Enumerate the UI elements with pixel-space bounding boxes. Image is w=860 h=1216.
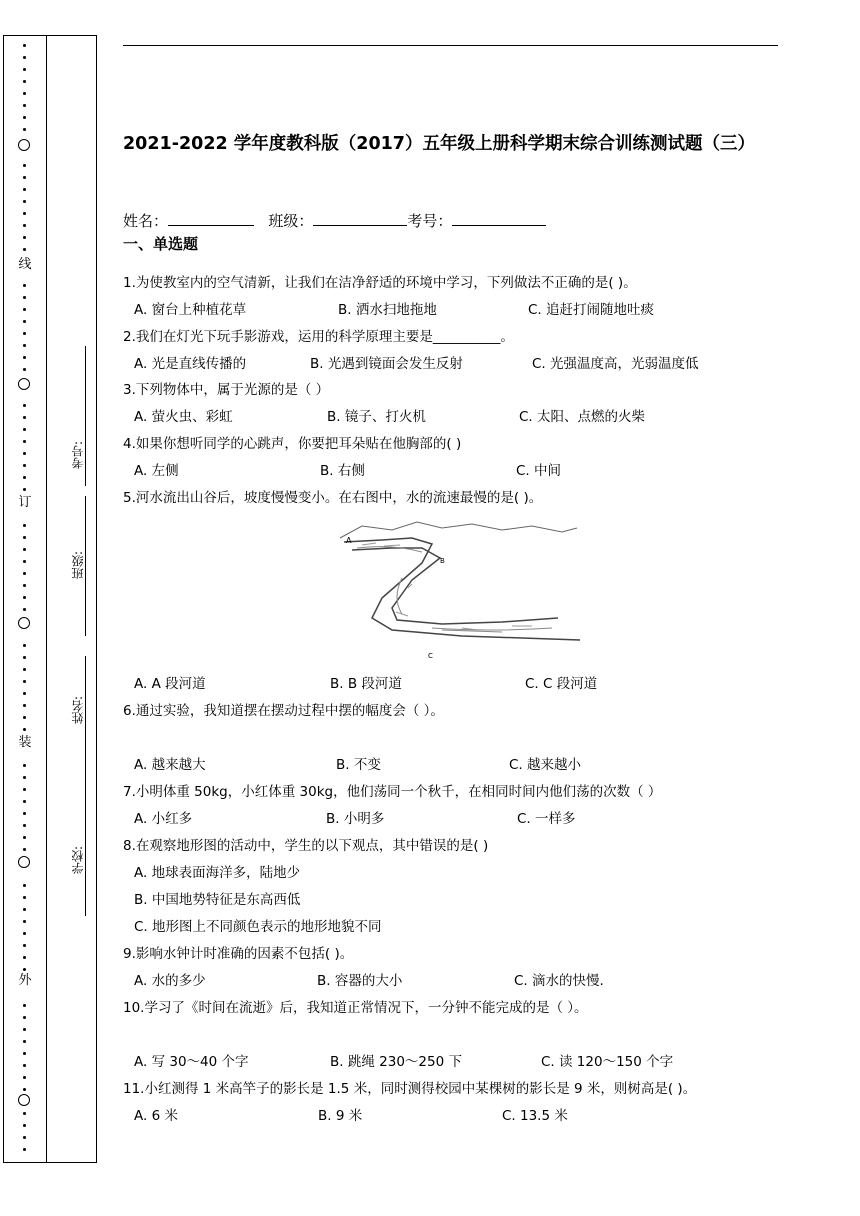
seal-dot bbox=[23, 440, 26, 443]
seal-dot bbox=[23, 368, 26, 371]
option-c[interactable]: C. 太阳、点燃的火柴 bbox=[519, 409, 646, 425]
seal-dot bbox=[23, 1148, 26, 1151]
seal-dot bbox=[23, 884, 26, 887]
seal-dot bbox=[23, 1040, 26, 1043]
seal-char-ding: 订 bbox=[18, 495, 32, 510]
seal-dot bbox=[23, 572, 26, 575]
question-stem: 4.如果你想听同学的心跳声，你要把耳朵贴在他胸部的( ) bbox=[123, 436, 462, 452]
seal-dot bbox=[23, 1088, 26, 1091]
option-b[interactable]: B. 不变 bbox=[336, 757, 381, 773]
option-a[interactable]: A. 萤火虫、彩虹 bbox=[134, 409, 233, 425]
exam-no-field[interactable] bbox=[452, 211, 546, 226]
seal-dot bbox=[23, 200, 26, 203]
class-label: 班级： bbox=[268, 212, 314, 230]
option-a[interactable]: A. 6 米 bbox=[134, 1108, 178, 1124]
option-b[interactable]: B. 小明多 bbox=[326, 811, 385, 827]
option-a[interactable]: A. 地球表面海洋多，陆地少 bbox=[134, 865, 301, 881]
seal-dot bbox=[23, 608, 26, 611]
question-stem: 8.在观察地形图的活动中，学生的以下观点，其中错误的是( ) bbox=[123, 838, 489, 854]
seal-dot bbox=[23, 680, 26, 683]
seal-dot bbox=[23, 248, 26, 251]
option-a[interactable]: A. 水的多少 bbox=[134, 973, 206, 989]
option-b[interactable]: B. 跳绳 230～250 下 bbox=[330, 1054, 462, 1070]
seal-dot bbox=[23, 1076, 26, 1079]
river-label-a: A bbox=[346, 536, 352, 545]
option-c[interactable]: C. 一样多 bbox=[517, 811, 576, 827]
class-field[interactable] bbox=[313, 211, 407, 226]
seal-char-wai: 外 bbox=[18, 973, 32, 988]
option-a[interactable]: A. 小红多 bbox=[134, 811, 193, 827]
seal-dot bbox=[23, 1028, 26, 1031]
seal-dot bbox=[23, 104, 26, 107]
seal-dot bbox=[23, 416, 26, 419]
question-stem: 1.为使教室内的空气清新，让我们在洁净舒适的环境中学习，下列做法不正确的是( )。 bbox=[123, 275, 637, 291]
seal-dot bbox=[23, 788, 26, 791]
seal-dot bbox=[23, 404, 26, 407]
question-stem: 7.小明体重 50kg，小红体重 30kg，他们荡同一个秋千，在相同时间内他们荡的次数（ ） bbox=[123, 784, 662, 800]
seal-dot bbox=[23, 1136, 26, 1139]
seal-dot bbox=[23, 212, 26, 215]
seal-dot bbox=[23, 704, 26, 707]
seal-dot bbox=[23, 1124, 26, 1127]
seal-dot bbox=[23, 452, 26, 455]
option-b[interactable]: B. 容器的大小 bbox=[317, 973, 403, 989]
seal-dot bbox=[23, 1064, 26, 1067]
seal-dot bbox=[23, 428, 26, 431]
option-c[interactable]: C. 读 120～150 个字 bbox=[541, 1054, 674, 1070]
name-label: 姓名： bbox=[123, 212, 169, 230]
river-label-c: C bbox=[428, 652, 433, 660]
option-a[interactable]: A. 写 30～40 个字 bbox=[134, 1054, 249, 1070]
seal-dot bbox=[23, 776, 26, 779]
seal-dot bbox=[23, 80, 26, 83]
option-b[interactable]: B. 右侧 bbox=[320, 463, 365, 479]
seal-dot bbox=[23, 116, 26, 119]
seal-dot bbox=[23, 848, 26, 851]
seal-dot bbox=[23, 296, 26, 299]
seal-dot bbox=[23, 668, 26, 671]
seal-dot bbox=[23, 932, 26, 935]
seal-char-zhuang: 装 bbox=[18, 735, 32, 750]
seal-dot bbox=[23, 548, 26, 551]
seal-circle-icon bbox=[18, 617, 30, 629]
seal-dot bbox=[23, 1112, 26, 1115]
binding-margin bbox=[3, 35, 97, 1163]
student-fields bbox=[123, 210, 546, 231]
question-stem: 5.河水流出山谷后，坡度慢慢变小。在右图中，水的流速最慢的是( )。 bbox=[123, 490, 543, 506]
seal-dot bbox=[23, 896, 26, 899]
option-c[interactable]: C. 地形图上不同颜色表示的地形地貌不同 bbox=[134, 919, 382, 935]
option-b[interactable]: B. 中国地势特征是东高西低 bbox=[134, 892, 301, 908]
section-heading: 一、单选题 bbox=[123, 235, 199, 253]
question-stem: 2.我们在灯光下玩手影游戏，运用的科学原理主要是__________。 bbox=[123, 329, 514, 345]
seal-dot bbox=[23, 728, 26, 731]
seal-dot bbox=[23, 476, 26, 479]
seal-dot bbox=[23, 236, 26, 239]
option-c[interactable]: C. C 段河道 bbox=[525, 676, 598, 692]
question-stem: 10.学习了《时间在流逝》后，我知道正常情况下，一分钟不能完成的是（ ）。 bbox=[123, 1000, 588, 1016]
option-b[interactable]: B. 洒水扫地拖地 bbox=[338, 302, 437, 318]
seal-dot bbox=[23, 356, 26, 359]
question-stem: 9.影响水钟计时准确的因素不包括( )。 bbox=[123, 946, 354, 962]
seal-dot bbox=[23, 956, 26, 959]
river-diagram bbox=[322, 518, 580, 666]
seal-dot bbox=[23, 536, 26, 539]
seal-dot bbox=[23, 464, 26, 467]
seal-dot bbox=[23, 644, 26, 647]
seal-line-column bbox=[4, 36, 46, 1162]
seal-char-xian: 线 bbox=[18, 257, 32, 272]
seal-dot bbox=[23, 716, 26, 719]
seal-dot bbox=[23, 284, 26, 287]
option-b[interactable]: B. 9 米 bbox=[318, 1108, 363, 1124]
page-title: 2021-2022 学年度教科版（2017）五年级上册科学期末综合训练测试题（三） bbox=[123, 134, 755, 154]
exam-no-label: 考号： bbox=[407, 212, 453, 230]
seal-dot bbox=[23, 1016, 26, 1019]
option-a[interactable]: A. 越来越大 bbox=[134, 757, 206, 773]
option-c[interactable]: C. 13.5 米 bbox=[502, 1108, 568, 1124]
seal-dot bbox=[23, 188, 26, 191]
option-c[interactable]: C. 中间 bbox=[516, 463, 562, 479]
seal-dot bbox=[23, 56, 26, 59]
seal-dot bbox=[23, 908, 26, 911]
seal-dot bbox=[23, 128, 26, 131]
seal-dot bbox=[23, 1004, 26, 1007]
seal-dot bbox=[23, 44, 26, 47]
name-field[interactable] bbox=[168, 211, 254, 226]
question-stem: 11.小红测得 1 米高竿子的影长是 1.5 米，同时测得校园中某棵树的影长是 9 米，则树高是( )。 bbox=[123, 1081, 697, 1097]
seal-dot bbox=[23, 524, 26, 527]
question-stem: 3.下列物体中，属于光源的是（ ） bbox=[123, 382, 330, 398]
seal-dot bbox=[23, 68, 26, 71]
seal-circle-icon bbox=[18, 1094, 30, 1106]
seal-dot bbox=[23, 944, 26, 947]
option-a[interactable]: A. 窗台上种植花草 bbox=[134, 302, 247, 318]
seal-circle-icon bbox=[18, 139, 30, 151]
option-b[interactable]: B. 光遇到镜面会发生反射 bbox=[310, 356, 463, 372]
seal-dot bbox=[23, 308, 26, 311]
option-c[interactable]: C. 越来越小 bbox=[509, 757, 582, 773]
seal-dot bbox=[23, 968, 26, 971]
seal-dot bbox=[23, 1052, 26, 1055]
seal-dot bbox=[23, 92, 26, 95]
seal-dot bbox=[23, 164, 26, 167]
seal-dot bbox=[23, 920, 26, 923]
seal-dot bbox=[23, 596, 26, 599]
seal-dot bbox=[23, 764, 26, 767]
seal-dot bbox=[23, 344, 26, 347]
seal-circle-icon bbox=[18, 378, 30, 390]
seal-dot bbox=[23, 320, 26, 323]
header-rule bbox=[123, 45, 778, 46]
seal-dot bbox=[23, 332, 26, 335]
seal-dot bbox=[23, 812, 26, 815]
option-c[interactable]: C. 光强温度高，光弱温度低 bbox=[532, 356, 699, 372]
river-label-b: B bbox=[440, 557, 445, 565]
seal-dot bbox=[23, 800, 26, 803]
option-c[interactable]: C. 滴水的快慢. bbox=[514, 973, 604, 989]
option-b[interactable]: B. B 段河道 bbox=[330, 676, 402, 692]
seal-circle-icon bbox=[18, 856, 30, 868]
option-a[interactable]: A. A 段河道 bbox=[134, 676, 206, 692]
option-b[interactable]: B. 镜子、打火机 bbox=[327, 409, 426, 425]
option-a[interactable]: A. 左侧 bbox=[134, 463, 179, 479]
student-info-column: 考号: 班级: 姓名: 学校: bbox=[47, 36, 98, 1162]
seal-dot bbox=[23, 824, 26, 827]
seal-dot bbox=[23, 692, 26, 695]
seal-dot bbox=[23, 488, 26, 491]
question-stem: 6.通过实验，我知道摆在摆动过程中摆的幅度会（ ）。 bbox=[123, 703, 444, 719]
seal-dot bbox=[23, 560, 26, 563]
seal-dot bbox=[23, 656, 26, 659]
option-a[interactable]: A. 光是直线传播的 bbox=[134, 356, 247, 372]
seal-dot bbox=[23, 176, 26, 179]
seal-dot bbox=[23, 836, 26, 839]
seal-dot bbox=[23, 224, 26, 227]
seal-dot bbox=[23, 584, 26, 587]
option-c[interactable]: C. 追赶打闹随地吐痰 bbox=[528, 302, 655, 318]
